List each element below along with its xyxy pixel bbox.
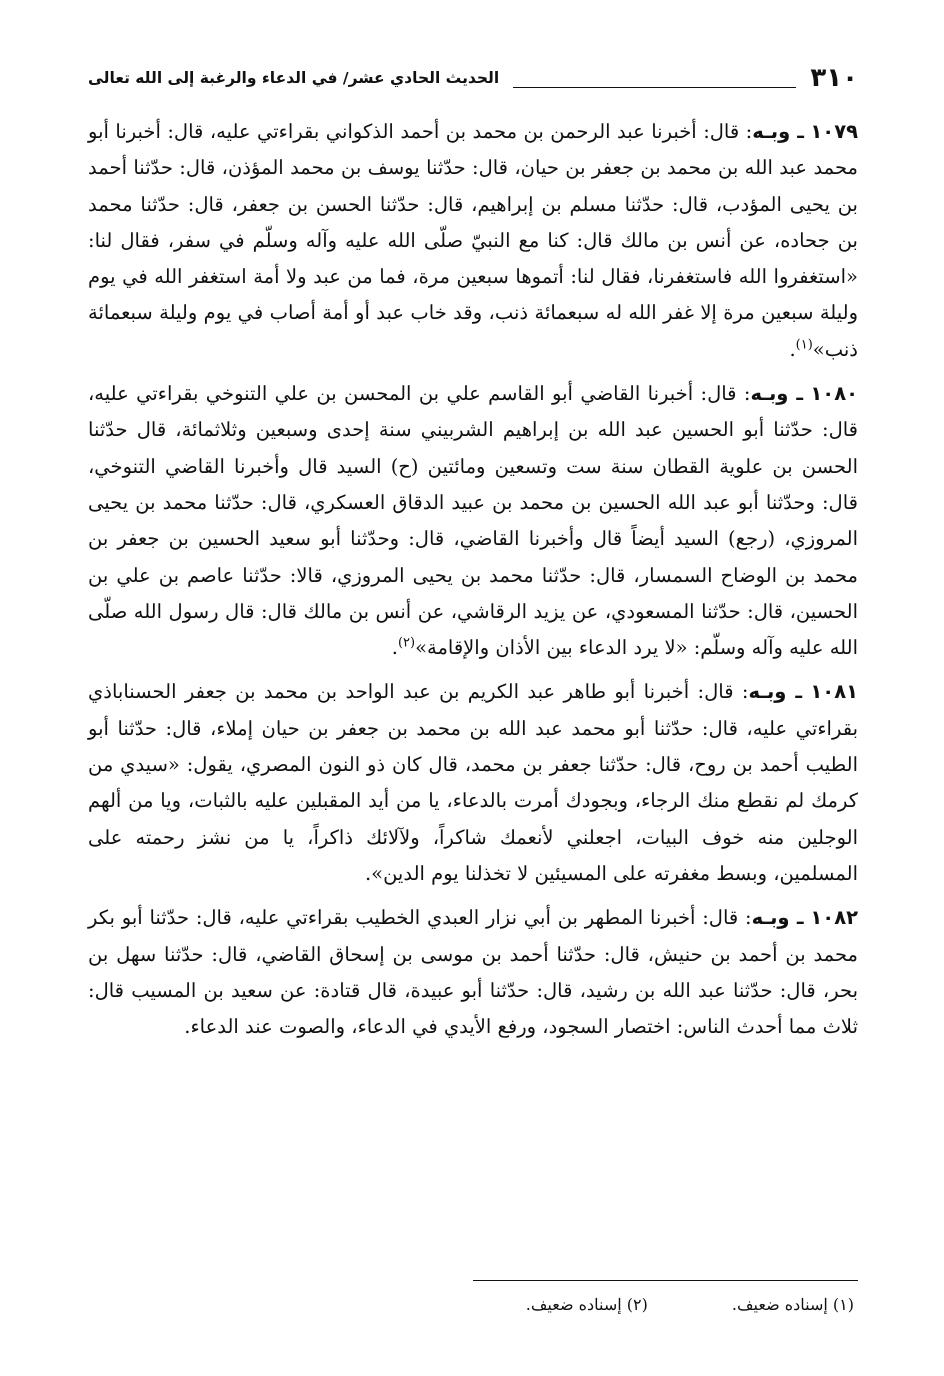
header-rule [513,87,796,88]
footnote-ref: (٢) [626,1295,648,1314]
footnote-reference[interactable]: (٢) [397,635,416,651]
book-page [88,58,858,1338]
hadith-lead: ـ وبـه [752,120,804,143]
footnote-rule [473,1280,858,1281]
page-number: ٣١٠ [810,63,858,93]
body-text [88,114,858,1045]
page-header [88,58,858,98]
footnote-ref: (١) [832,1295,854,1314]
hadith-text: : قال: أخبرنا أبو طاهر عبد الكريم بن عبد الواحد بن محمد بن جعفر الحسناباذي بقراءتي عليه، قال: حدّثنا أبو محمد عبد الله بن محمد بن جعفر بن حيان إملاء، قال: حدّثنا أبو الطيب أحمد بن روح، قال: حدّثنا جعفر بن محمد، قال كان ذو النون المصري، يقول: «سيدي من كرمك لم نقطع منك الرجاء، وبجودك أمرت بالدعاء، يا من أيد المقبلين عليه بالثبات، ويا من ألهم الوجلين منه خوف البيات، اجعلني لأنعمك شاكراً، ولآلائك ذاكراً، يا من نشز رحمته على المسلمين، وبسط مغفرته على المسيئين لا تخذلنا يوم الدين» [88,680,858,885]
hadith-text: : قال: أخبرنا عبد الرحمن بن محمد بن أحمد الذكواني بقراءتي عليه، قال: أخبرنا أبو محمد عبد الله بن محمد بن جعفر بن حيان، قال: حدّثنا يوسف بن محمد المؤذن، قال: حدّثنا أحمد بن يحيى المؤدب، قال: حدّثنا مسلم بن إبراهيم، قال: حدّثنا الحسن بن جعفر، قال: حدّثنا محمد بن جحاده، عن أنس بن مالك قال: كنا مع النبيّ صلّى الله عليه وآله وسلّم في سفر، فقال لنا: «استغفروا الله فاستغفرنا، فقال لنا: أتموها سبعين مرة، فما من عبد ولا أمة استغفر الله في يوم وليلة سبعين مرة إلا غفر الله له سبعمائة ذنب، وقد خاب عبد أو أمة أصاب في يوم وليلة سبعمائة ذنب» [88,120,858,361]
hadith-lead: ـ وبـه [748,680,803,704]
footnote-item [526,1295,648,1314]
hadith-paragraph [88,114,858,368]
hadith-text: : قال: أخبرنا القاضي أبو القاسم علي بن المحسن بن علي التنوخي بقراءتي عليه، قال: حدّثنا أبو الحسين عبد الله بن إبراهيم الشربيني سنة إحدى وسبعين وثلاثمائة، قال حدّثنا الحسن بن علوية القطان سنة ست وتسعين ومائتين (ح) السيد قال وأخبرنا القاضي التنوخي، قال: وحدّثنا أبو عبد الله الحسين بن محمد بن عبيد الدقاق العسكري، قال: حدّثنا محمد بن يحيى المروزي، (رجع) السيد أيضاً قال وأخبرنا القاضي، قال: وحدّثنا أبو سعيد الحسين بن جعفر بن محمد بن الوضاح السمسار، قال: حدّثنا محمد بن يحيى المروزي، قالا: حدّثنا عاصم بن علي بن الحسين، قال: حدّثنا المسعودي، عن يزيد الرقاشي، عن أنس بن مالك قال: قال رسول الله صلّى الله عليه وآله وسلّم: «لا يرد الدعاء بين الأذان والإقامة» [88,382,858,660]
hadith-paragraph [88,674,858,892]
hadith-lead: ـ وبـه [751,906,804,930]
hadith-lead: ـ وبـه [750,382,804,406]
footnote-text: إسناده ضعيف. [731,1295,828,1314]
footnote-text: إسناده ضعيف. [525,1295,622,1314]
hadith-number: ١٠٧٩ [810,120,859,143]
hadith-end: . [789,337,796,361]
hadith-end: . [391,636,398,660]
hadith-text: : قال: أخبرنا المطهر بن أبي نزار العبدي الخطيب بقراءتي عليه، قال: حدّثنا أبو بكر محمد بن أحمد بن حنيش، قال: حدّثنا أحمد بن موسى بن إسحاق القاضي، قال: حدّثنا سهل بن بحر، قال: حدّثنا عبد الله بن رشيد، قال: حدّثنا أبو عبيدة، قال قتادة: عن سعيد بن المسيب قال: ثلاث مما أحدث الناس: اختصار السجود، ورفع الأيدي في الدعاء، والصوت عند الدعاء [88,906,858,1039]
running-title: الحديث الحادي عشر/ في الدعاء والرغبة إلى الله تعالى [88,69,500,87]
hadith-paragraph [88,376,858,666]
hadith-number: ١٠٨٢ [810,906,859,930]
footnote-reference[interactable]: (١) [795,337,813,353]
hadith-end: . [184,1015,191,1039]
footnotes [88,1280,858,1314]
hadith-number: ١٠٨١ [810,680,859,704]
footnote-row [88,1295,858,1314]
hadith-number: ١٠٨٠ [810,382,858,406]
hadith-end: . [364,861,372,885]
footnote-item [732,1295,854,1314]
hadith-paragraph [88,900,858,1045]
